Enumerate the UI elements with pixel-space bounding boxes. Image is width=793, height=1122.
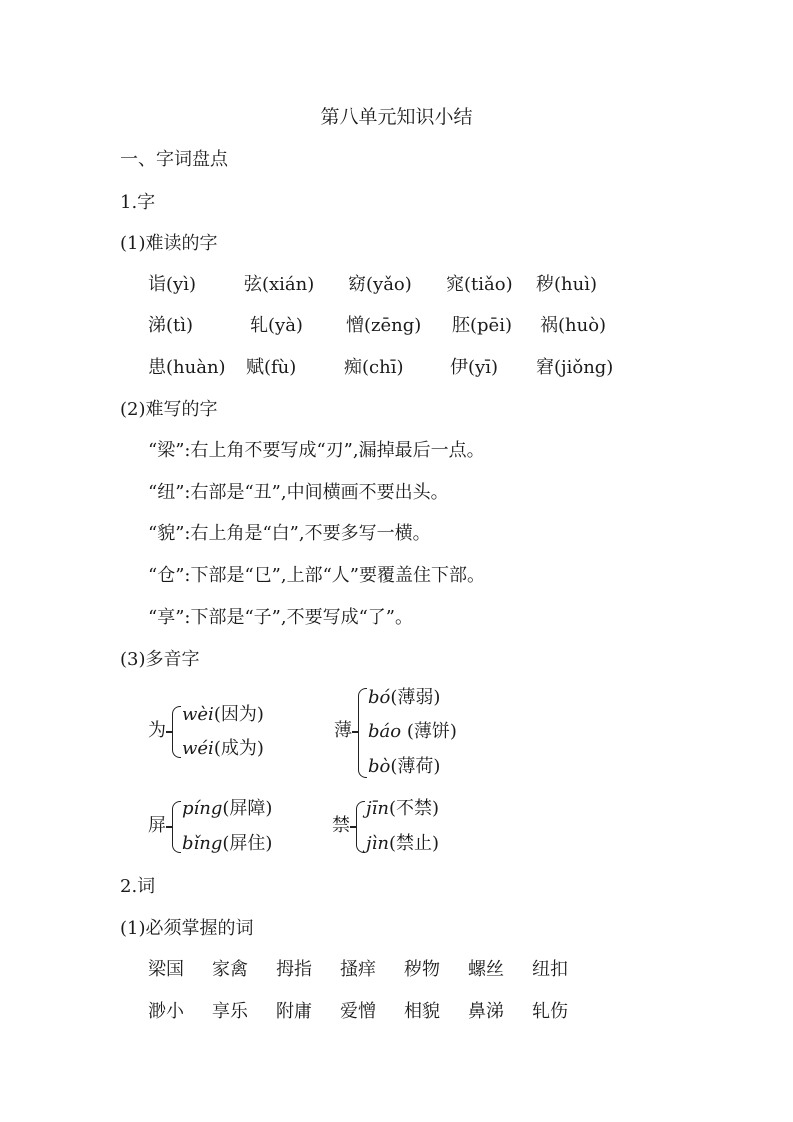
word-item: 鼻涕 — [468, 1001, 504, 1022]
word-item: 纽扣 — [532, 959, 568, 980]
heading-hard-to-read: (1)难读的字 — [120, 233, 218, 254]
word-item: 拇指 — [276, 959, 312, 980]
word-item: 梁国 — [148, 959, 184, 980]
hard-read-item: 诣(yì) — [148, 274, 196, 295]
word-item: 享乐 — [212, 1001, 248, 1022]
hard-write-line: “梁”:右上角不要写成“刃”,漏掉最后一点。 — [148, 440, 485, 461]
hard-read-item: 胚(pēi) — [452, 315, 512, 336]
polyphone-char: 禁 — [332, 815, 350, 836]
brace-icon — [356, 801, 365, 853]
reading-line: jìn(禁止) — [366, 833, 439, 854]
reading-line: bó(薄弱) — [368, 687, 441, 708]
section-heading-words: 一、字词盘点 — [120, 149, 228, 170]
reading-line: báo (薄饼) — [368, 721, 457, 742]
hard-read-item: 患(huàn) — [148, 357, 226, 378]
word-item: 轧伤 — [532, 1001, 568, 1022]
reading-line: wèi(因为) — [182, 704, 264, 725]
word-item: 爱憎 — [340, 1001, 376, 1022]
hard-write-line: “享”:下部是“子”,不要写成“了”。 — [148, 607, 413, 628]
hard-read-item: 窕(tiǎo) — [446, 274, 513, 295]
heading-hard-to-write: (2)难写的字 — [120, 399, 218, 420]
word-item: 家禽 — [212, 959, 248, 980]
hard-read-item: 赋(fù) — [246, 357, 297, 378]
reading-line: bò(薄荷) — [368, 756, 441, 777]
brace-icon — [172, 801, 181, 853]
word-item: 搔痒 — [340, 959, 376, 980]
hard-read-item: 轧(yà) — [250, 315, 303, 336]
hard-read-item: 痴(chī) — [344, 357, 404, 378]
heading-must-know-words: (1)必须掌握的词 — [120, 918, 254, 939]
hard-read-item: 涕(tì) — [148, 315, 194, 336]
word-item: 附庸 — [276, 1001, 312, 1022]
hard-write-line: “貌”:右上角是“白”,不要多写一横。 — [148, 523, 431, 544]
page-title: 第八单元知识小结 — [320, 106, 473, 128]
reading-line: jīn(不禁) — [366, 798, 439, 819]
word-item: 秽物 — [404, 959, 440, 980]
word-item: 相貌 — [404, 1001, 440, 1022]
polyphone-char: 屏 — [148, 815, 166, 836]
hard-write-line: “纽”:右部是“丑”,中间横画不要出头。 — [148, 482, 449, 503]
hard-read-item: 憎(zēng) — [346, 315, 422, 336]
hard-read-item: 伊(yī) — [450, 357, 498, 378]
word-item: 螺丝 — [468, 959, 504, 980]
polyphone-char: 为 — [148, 720, 166, 741]
hard-read-item: 弦(xián) — [244, 274, 315, 295]
reading-line: píng(屏障) — [182, 798, 273, 819]
brace-icon — [172, 706, 181, 758]
hard-read-item: 秽(huì) — [536, 274, 597, 295]
polyphone-char: 薄 — [334, 720, 352, 741]
reading-line: bǐng(屏住) — [182, 833, 273, 854]
hard-read-item: 窘(jiǒng) — [536, 357, 614, 378]
hard-read-item: 祸(huò) — [540, 315, 607, 336]
reading-line: wéi(成为) — [182, 738, 264, 759]
brace-icon — [358, 688, 367, 778]
hard-write-line: “仓”:下部是“㔾”,上部“人”要覆盖住下部。 — [148, 565, 485, 586]
subheading-characters: 1.字 — [120, 192, 156, 213]
hard-read-item: 窈(yǎo) — [348, 274, 412, 295]
word-item: 渺小 — [148, 1001, 184, 1022]
heading-polyphones: (3)多音字 — [120, 649, 200, 670]
subheading-words: 2.词 — [120, 876, 156, 897]
